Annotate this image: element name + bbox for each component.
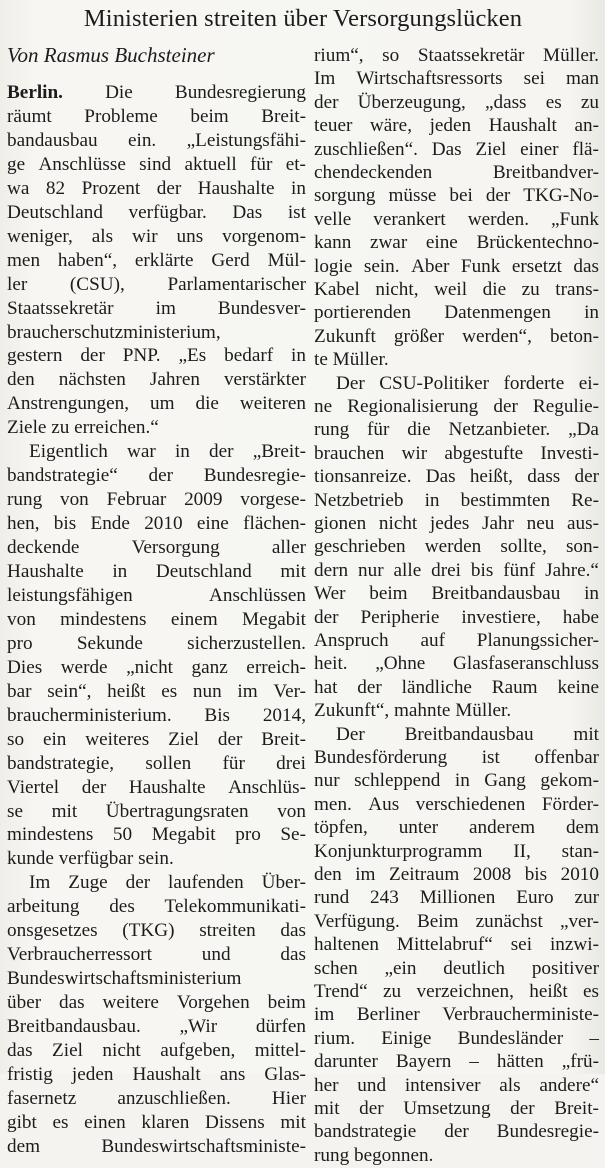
- article-text-line: Im Wirtschaftsressorts sei man: [314, 68, 599, 90]
- article-text-line: kunde verfügbar sein.: [7, 848, 174, 870]
- article-text-line: Deutschland verfügbar. Das ist: [7, 201, 306, 223]
- article-text-line: Berlin. Die Bundesregierung: [7, 82, 306, 103]
- article-text-line: arbeitung des Telekommunikati-: [7, 896, 306, 918]
- article-text-line: Der CSU-Politiker forderte ei-: [336, 372, 599, 394]
- article-text-line: hen, bis Ende 2010 eine flächen-: [7, 513, 306, 535]
- article-text-line: rium. Einige Bundesländer –: [314, 1027, 599, 1049]
- article-text-line: Der Breitbandausbau mit: [336, 723, 599, 745]
- article-text-line: über das weitere Vorgehen beim: [7, 992, 306, 1014]
- article-text-line: Viertel der Haushalte Anschlüs-: [7, 776, 306, 798]
- article-text-line: braucherschutzministerium,: [7, 321, 221, 343]
- article-text-line: velle verankert werden. „Funk: [314, 208, 599, 230]
- article-dateline: Berlin.: [7, 82, 63, 103]
- article-text-line: Konjunkturprogramm II, stan-: [314, 840, 599, 862]
- article-text-line: Anstrengungen, um die weiteren: [7, 393, 306, 415]
- article-text-line: Zukunft größer werden“, beton-: [314, 325, 599, 347]
- article-text-line: im Berliner Verbraucherministe-: [314, 1004, 599, 1026]
- article-text-line: Netzbetrieb in bestimmten Re-: [314, 489, 599, 511]
- article-text-line: Bundesförderung ist offenbar: [314, 747, 599, 768]
- article-text-line: portierenden Datenmengen in: [314, 302, 599, 324]
- article-text-line: mit der Umsetzung der Breit-: [314, 1098, 599, 1119]
- article-text-line: rung begonnen.: [314, 1144, 434, 1166]
- article-text-line: den im Zeitraum 2008 bis 2010: [314, 864, 599, 885]
- article-text-line: rium“, so Staatssekretär Müller.: [314, 45, 599, 66]
- article-text-line: Im Zuge der laufenden Über-: [29, 872, 306, 894]
- article-text-line: logie sein. Aber Funk ersetzt das: [314, 255, 599, 277]
- article-text-line: fasernetz anzuschließen. Hier: [7, 1087, 306, 1109]
- article-text-line: zuschließen“. Das Ziel einer flä-: [314, 138, 599, 160]
- article-text-line: räumt Probleme beim Breit-: [7, 105, 306, 127]
- article-text-line: Anspruch auf Planungssicher-: [314, 630, 599, 651]
- article-text-line: ge Anschlüsse sind aktuell für et-: [7, 153, 306, 175]
- article-text-line: rund 243 Millionen Euro zur: [314, 887, 599, 909]
- article-text-line: leistungsfähigen Anschlüssen: [7, 584, 306, 606]
- article-text-line: Haushalte in Deutschland mit: [7, 561, 306, 582]
- article-text-line: ler (CSU), Parlamentarischer: [7, 273, 306, 295]
- article-text-line: weniger, als wir uns vorgenom-: [7, 225, 306, 247]
- article-text-line: te Müller.: [314, 349, 389, 371]
- article-text-line: Breitbandausbau. „Wir dürfen: [7, 1016, 306, 1038]
- article-text-line: dern nur alle drei bis fünf Jahre.“: [314, 559, 599, 581]
- article-text-line: ne Regionalisierung der Regulie-: [314, 396, 599, 417]
- article-text-line: nur schleppend in Gang gekom-: [314, 770, 599, 792]
- article-text-line: rung für die Netzanbieter. „Da: [314, 419, 599, 441]
- article-text-line: heit. „Ohne Glasfaseranschluss: [314, 653, 599, 675]
- article-text-line: gibt es einen klaren Dissens mit: [7, 1111, 306, 1133]
- article-text-line: Kabel nicht, weil die zu trans-: [314, 279, 599, 300]
- article-text-line: der Überzeugung, „dass es zu: [314, 91, 599, 113]
- article-text-line: dem Bundeswirtschaftsministe-: [7, 1135, 306, 1157]
- article-text-line: teuer wäre, jeden Haushalt an-: [314, 115, 599, 137]
- article-text-line: den nächsten Jahren verstärkter: [7, 369, 306, 391]
- article-text-line: her und intensiver als andere“: [314, 1074, 599, 1096]
- article-text-line: braucherministerium. Bis 2014,: [7, 704, 306, 726]
- article-text-line: men haben“, erklärte Gerd Mül-: [7, 249, 306, 271]
- article-text-line: der Peripherie investiere, habe: [314, 606, 599, 628]
- article-text-line: gestern der PNP. „Es bedarf in: [7, 345, 306, 367]
- article-text-line: Wer beim Breitbandausbau in: [314, 583, 599, 605]
- article-text-line: brauchen wir abgestufte Investi-: [314, 442, 599, 464]
- article-text-line: töpfen, unter anderem dem: [314, 817, 599, 839]
- article-headline: Ministerien streiten über Versorgungslücken: [83, 5, 523, 32]
- article-text-line: kann zwar eine Brückentechno-: [314, 232, 599, 254]
- article-text-line: so ein weiteres Ziel der Breit-: [7, 728, 306, 750]
- article-text-line: Zukunft“, mahnte Müller.: [314, 700, 512, 722]
- article-text-line: das Ziel nicht aufgeben, mittel-: [7, 1040, 306, 1061]
- article-text-line: Bundeswirtschaftsministerium: [7, 968, 242, 990]
- article-text-line: Verbraucherressort und das: [7, 944, 306, 966]
- article-text-line: darunter Bayern – hätten „frü-: [314, 1051, 599, 1073]
- article-text-line: chendeckenden Breitbandver-: [314, 162, 599, 183]
- article-text-line: men. Aus verschiedenen Förder-: [314, 793, 599, 815]
- article-text-line: se mit Übertragungsraten von: [7, 800, 306, 822]
- article-text-line: von mindestens einem Megabit: [7, 608, 306, 630]
- article-text-line: onsgesetzes (TKG) streiten das: [7, 920, 306, 942]
- article-text-line: schen „ein deutlich positiver: [314, 957, 599, 979]
- article-text-line: bandstrategie, sollen für drei: [7, 752, 306, 774]
- article-text-line: geschrieben werden sollte, son-: [314, 536, 599, 558]
- article-text-line: bar sein“, heißt es nun im Ver-: [7, 680, 306, 702]
- article-text-line: wa 82 Prozent der Haushalte in: [7, 177, 306, 199]
- article-text-line: gionen nicht jedes Jahr neu aus-: [314, 513, 599, 534]
- article-text-line: haltenen Mittelabruf“ sei inzwi-: [314, 934, 599, 956]
- article-text-line: Dies werde „nicht ganz erreich-: [7, 656, 306, 678]
- article-text-line: Ziele zu erreichen.“: [7, 417, 159, 439]
- article-text-line: tionsanreize. Das heißt, dass der: [314, 466, 599, 488]
- article-text-line: rung von Februar 2009 vorgese-: [7, 489, 306, 511]
- article-text-line: mindestens 50 Megabit pro Se-: [7, 824, 306, 846]
- article-text-line: fristig jeden Haushalt ans Glas-: [7, 1063, 306, 1085]
- article-text-line: Staatssekretär im Bundesver-: [7, 297, 306, 319]
- article-text-line: deckende Versorgung aller: [7, 537, 306, 559]
- article-text-line: bandstrategie der Bundesregie-: [314, 1121, 599, 1143]
- article-text-line: Eigentlich war in der „Breit-: [29, 441, 306, 463]
- article-text-line: Trend“ zu verzeichnen, heißt es: [314, 981, 599, 1002]
- article-text-line: Verfügung. Beim zunächst „ver-: [314, 910, 599, 932]
- article-text-line: sorgung müsse bei der TKG-No-: [314, 185, 599, 207]
- article-text-line: pro Sekunde sicherzustellen.: [7, 632, 306, 654]
- article-text-line: bandstrategie“ der Bundesregie-: [7, 465, 306, 487]
- article-text-line: bandausbau ein. „Leistungsfähi-: [7, 129, 306, 151]
- article-byline: Von Rasmus Buchsteiner: [7, 43, 215, 67]
- article-text-line: hat der ländliche Raum keine: [314, 676, 599, 698]
